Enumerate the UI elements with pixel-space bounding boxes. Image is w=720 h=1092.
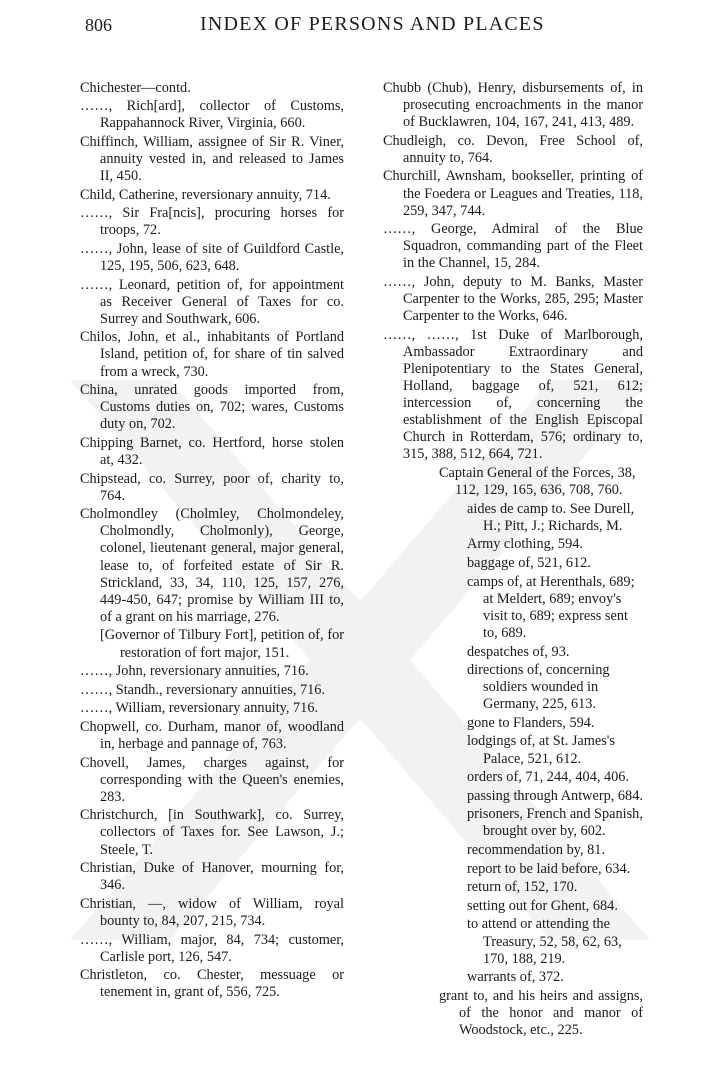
index-entry: ……, Standh., reversionary annuities, 716. xyxy=(80,681,325,698)
index-entry: Cholmondley (Cholmley, Cholmondeley, Cholmondly, Cholmonly), George, colonel, lieutenant general, major general, lease to, of forfeited estate of Sir R. Strickland, 33, 34, 110, 125, 157, 276, 449-450, 647; promise by William III to, of a grant on his marriage, 276. xyxy=(80,506,344,625)
index-entry: setting out for Ghent, 684. xyxy=(467,897,618,914)
index-entry: baggage of, 521, 612. xyxy=(467,555,591,572)
index-entry: Captain General of the Forces, 38, 112, 129, 165, 636, 708, 760. xyxy=(439,465,636,499)
index-entry: return of, 152, 170. xyxy=(467,879,578,896)
index-entry: ……, George, Admiral of the Blue Squadron, commanding part of the Fleet in the Channel, 15, 284. xyxy=(383,221,643,272)
index-column-right xyxy=(383,80,643,1041)
index-entry: Chubb (Chub), Henry, disbursements of, in prosecuting encroachments in the manor of Bucklawren, 104, 167, 241, 413, 489. xyxy=(383,80,643,131)
index-entry: ……, Leonard, petition of, for appointment as Receiver General of Taxes for co. Surrey and Southwark, 606. xyxy=(80,276,344,327)
index-entry: [Governor of Tilbury Fort], petition of, for restoration of fort major, 151. xyxy=(100,627,344,661)
index-entry: Army clothing, 594. xyxy=(467,536,583,553)
index-entry: gone to Flanders, 594. xyxy=(467,714,595,731)
index-entry: ……, Rich[ard], collector of Customs, Rappahannock River, Virginia, 660. xyxy=(80,98,344,132)
index-entry: ……, William, reversionary annuity, 716. xyxy=(80,700,319,717)
index-entry: Christian, —, widow of William, royal bounty to, 84, 207, 215, 734. xyxy=(80,895,344,929)
page-number: 806 xyxy=(85,15,112,35)
index-entry: Chichester—contd. xyxy=(80,80,191,96)
index-entry: aides de camp to. See Durell, H.; Pitt, J.; Richards, M. xyxy=(467,500,635,534)
index-entry: lodgings of, at St. James's Palace, 521, 612. xyxy=(467,733,615,767)
index-entry: ……, William, major, 84, 734; customer, Carlisle port, 126, 547. xyxy=(80,931,344,965)
index-entry: ……, John, lease of site of Guildford Castle, 125, 195, 506, 623, 648. xyxy=(80,240,344,274)
index-entry: recommendation by, 81. xyxy=(467,842,606,859)
index-entry: to attend or attending the Treasury, 52, 58, 62, 63, 170, 188, 219. xyxy=(467,916,622,967)
index-entry: Chiffinch, William, assignee of Sir R. Viner, annuity vested in, and released to James II, 450. xyxy=(80,133,344,184)
index-entry: ……, Sir Fra[ncis], procuring horses for troops, 72. xyxy=(80,205,344,239)
index-entry: China, unrated goods imported from, Customs duties on, 702; wares, Customs duty on, 702. xyxy=(80,382,344,433)
page-heading: INDEX OF PERSONS AND PLACES xyxy=(200,13,545,35)
index-column-left xyxy=(80,80,344,1003)
index-entry: Chilos, John, et al., inhabitants of Portland Island, petition of, for share of tin salved from a wreck, 730. xyxy=(80,329,344,380)
index-entry: Chipping Barnet, co. Hertford, horse stolen at, 432. xyxy=(80,434,344,468)
index-entry: warrants of, 372. xyxy=(467,969,564,986)
index-entry: report to be laid before, 634. xyxy=(467,860,631,877)
index-entry: Chipstead, co. Surrey, poor of, charity to, 764. xyxy=(80,470,344,504)
index-entry: ……, John, deputy to M. Banks, Master Carpenter to the Works, 285, 295; Master Carpenter to the Works, 646. xyxy=(383,274,643,325)
index-entry: Chovell, James, charges against, for corresponding with the Queen's enemies, 283. xyxy=(80,754,344,805)
index-entry: passing through Antwerp, 684. xyxy=(467,787,643,804)
index-entry: directions of, concerning soldiers wounded in Germany, 225, 613. xyxy=(467,662,610,713)
index-entry: grant to, and his heirs and assigns, of the honor and manor of Woodstock, etc., 225. xyxy=(439,987,643,1038)
index-entry: despatches of, 93. xyxy=(467,643,570,660)
index-entry: Chopwell, co. Durham, manor of, woodland in, herbage and pannage of, 763. xyxy=(80,718,344,752)
index-entry: prisoners, French and Spanish, brought over by, 602. xyxy=(467,806,643,840)
index-entry: orders of, 71, 244, 404, 406. xyxy=(467,769,630,786)
index-entry: Churchill, Awnsham, bookseller, printing of the Foedera or Leagues and Treaties, 118, 259, 347, 744. xyxy=(383,168,643,219)
index-entry: ……, John, reversionary annuities, 716. xyxy=(80,663,309,680)
index-entry: camps of, at Herenthals, 689; at Meldert, 689; envoy's visit to, 689; express sent to, 689. xyxy=(467,573,635,641)
index-entry: Christian, Duke of Hanover, mourning for, 346. xyxy=(80,860,344,894)
index-entry: Chudleigh, co. Devon, Free School of, annuity to, 764. xyxy=(383,132,643,166)
index-entry: Christchurch, [in Southwark], co. Surrey, collectors of Taxes for. See Lawson, J.; Steele, T. xyxy=(80,807,344,858)
index-entry: ……, ……, 1st Duke of Marlborough, Ambassador Extraordinary and Plenipotentiary to the States General, Holland, baggage of, 521, 612; intercession of, concerning the establishment of the English Episcopal Church in Rotterdam, 576; ordinary to, 315, 388, 512, 664, 721. xyxy=(383,326,643,463)
index-entry: Christleton, co. Chester, messuage or tenement in, grant of, 556, 725. xyxy=(80,967,344,1001)
index-entry: Child, Catherine, reversionary annuity, 714. xyxy=(80,186,331,203)
